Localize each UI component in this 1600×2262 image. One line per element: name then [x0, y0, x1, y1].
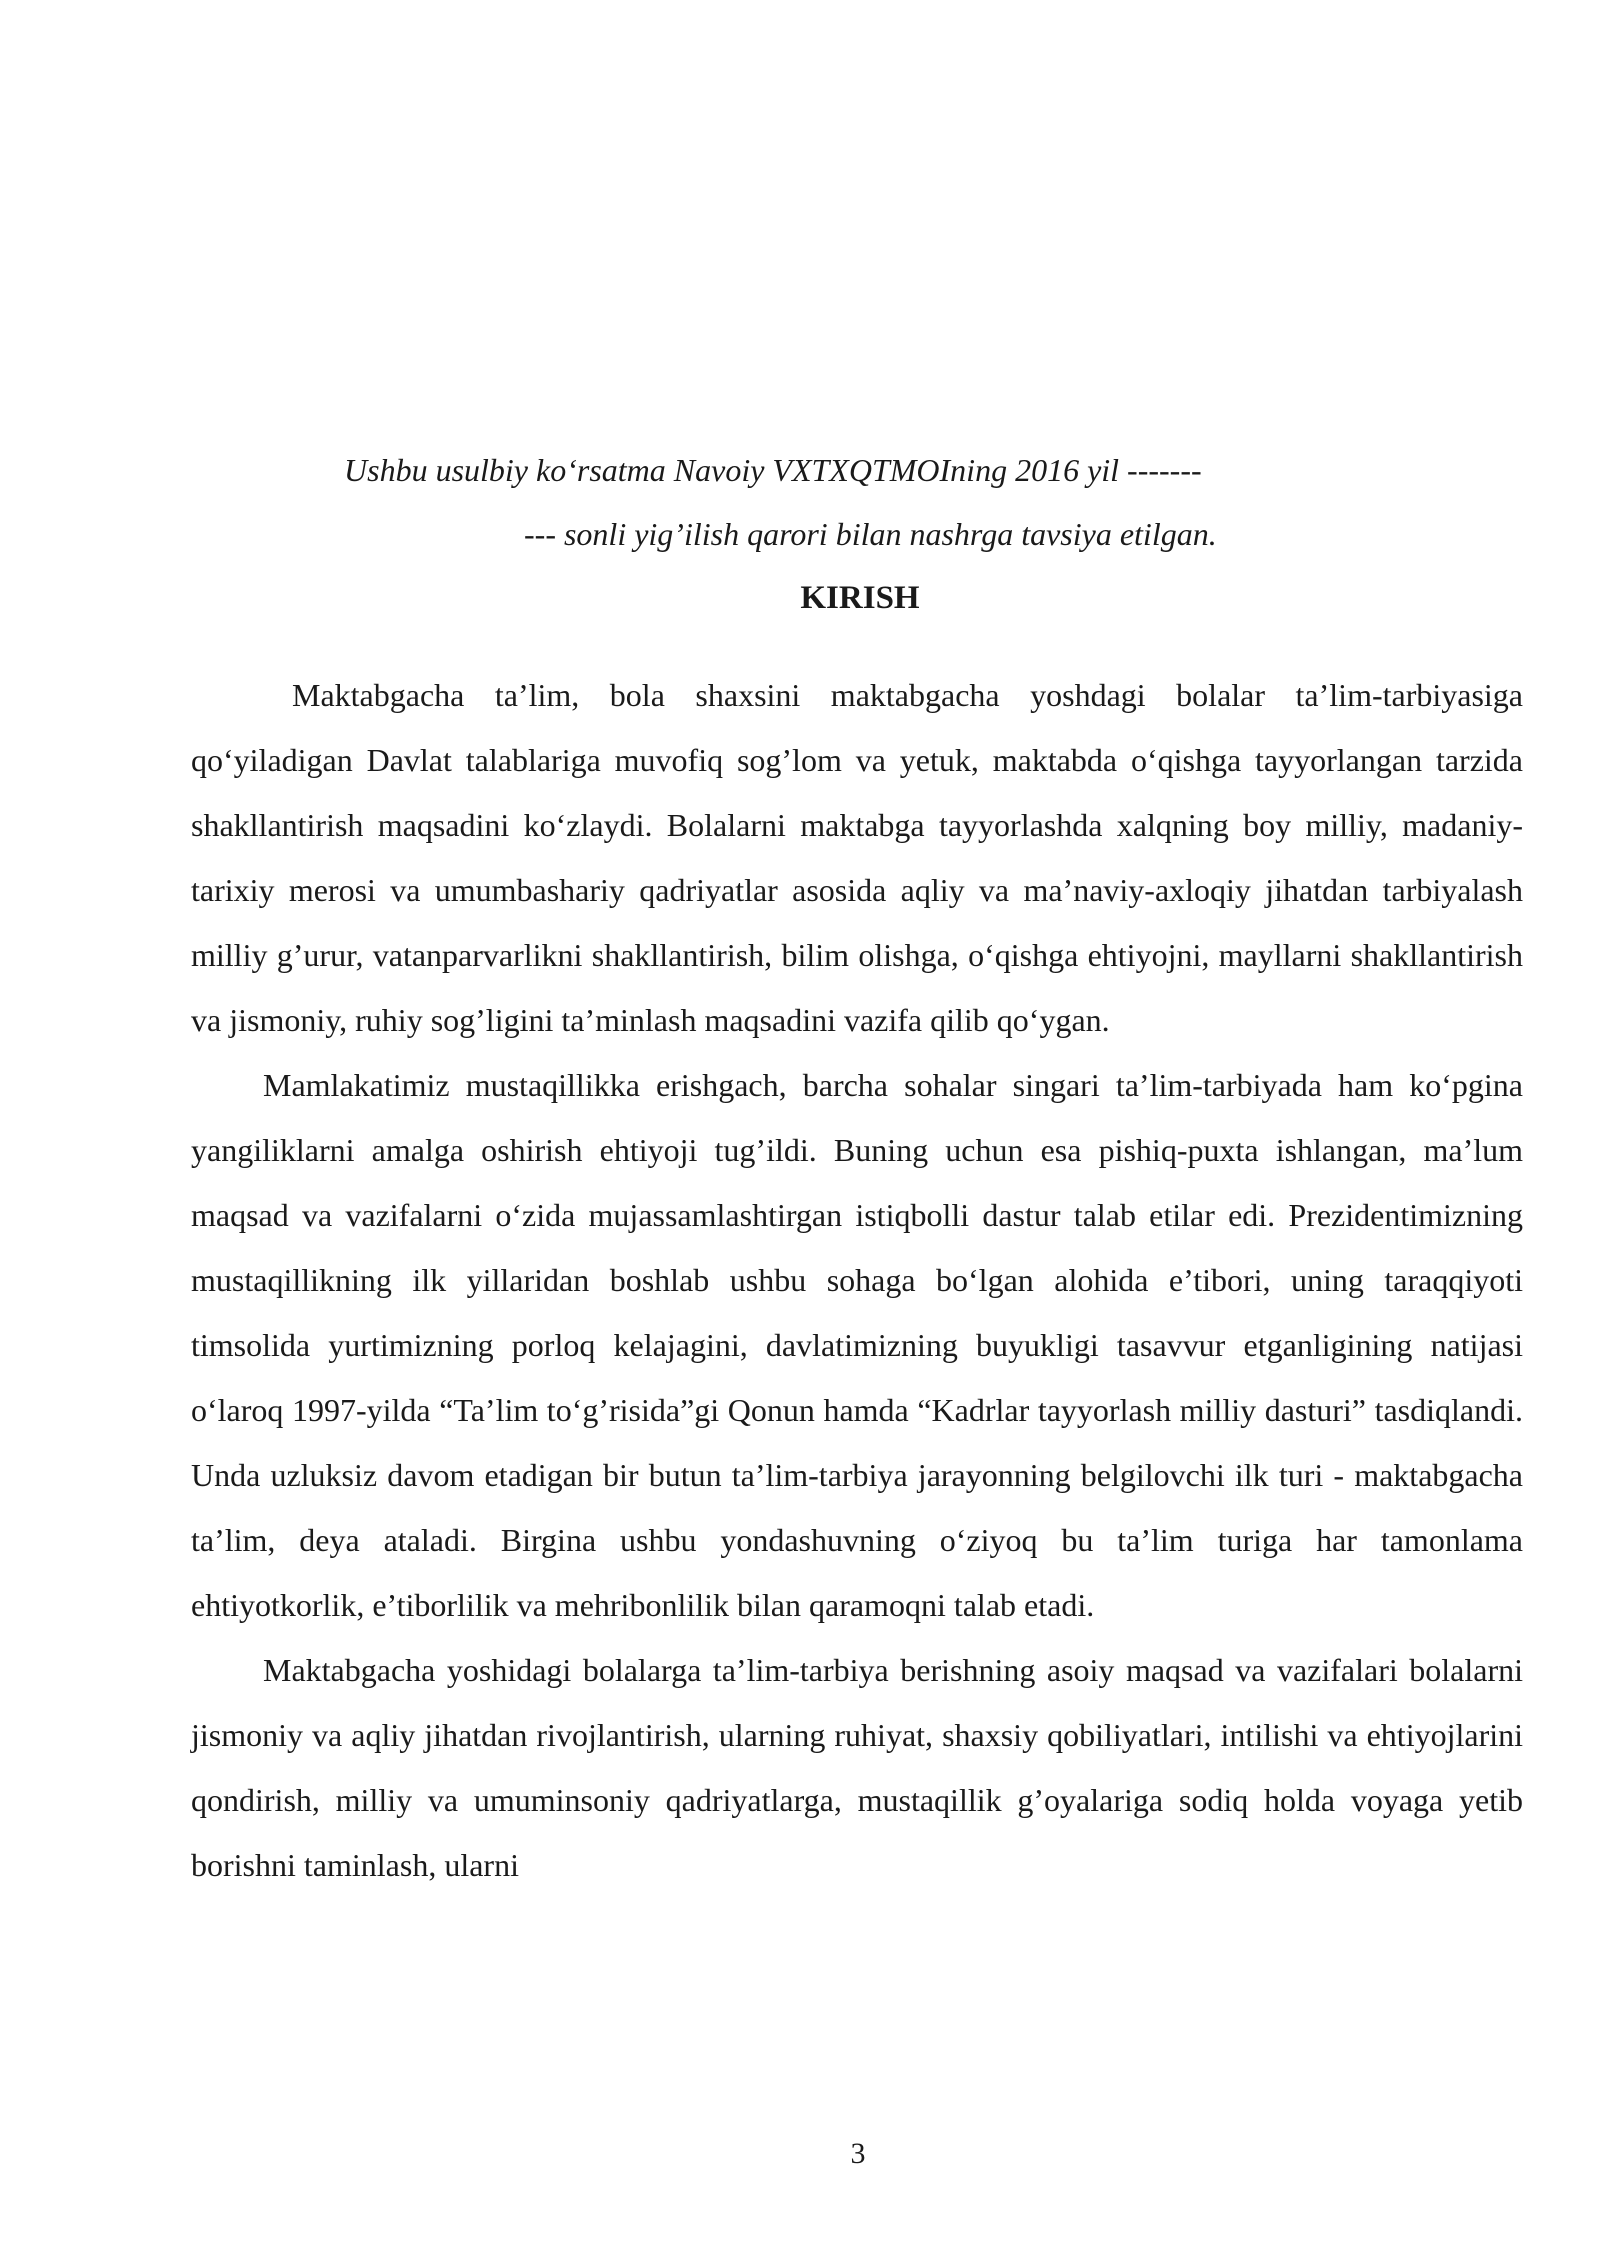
body-text — [191, 663, 1523, 1898]
approval-note-line-1: Ushbu usulbiy ko‘rsatma Navoiy VXTXQTMOIning 2016 yil ------- — [344, 452, 1202, 488]
paragraph-2: Mamlakatimiz mustaqillikka erishgach, barcha sohalar singari ta’lim-tarbiyada ham ko‘pgina yangiliklarni amalga oshirish ehtiyoji tug’ildi. Buning uchun esa pishiq-puxta ishlangan, ma’lum maqsad va vazifalarni o‘zida mujassamlashtirgan istiqbolli dastur talab etilar edi. Prezidentimizning mustaqillikning ilk yillaridan boshlab ushbu sohaga bo‘lgan alohida e’tibori, uning taraqqiyoti timsolida yurtimizning porloq kelajagini, davlatimizning buyukligi tasavvur etganligining natijasi o‘laroq 1997-yilda “Ta’lim to‘g’risida”gi Qonun hamda “Kadrlar tayyorlash milliy dasturi” tasdiqlandi. Unda uzluksiz davom etadigan bir butun ta’lim-tarbiya jarayonning belgilovchi ilk turi - maktabgacha ta’lim, deya ataladi. Birgina ushbu yondashuvning o‘ziyoq bu ta’lim turiga har tamonlama ehtiyotkorlik, e’tiborlilik va mehribonlilik bilan qaramoqni talab etadi. — [191, 1067, 1523, 1623]
paragraph-3: Maktabgacha yoshidagi bolalarga ta’lim-tarbiya berishning asoiy maqsad va vazifalari bolalarni jismoniy va aqliy jihatdan rivojlantirish, ularning ruhiyat, shaxsiy qobiliyatlari, intilishi va ehtiyojlarini qondirish, milliy va umuminsoniy qadriyatlarga, mustaqillik g’oyalariga sodiq holda voyaga yetib borishni taminlash, ularni — [191, 1652, 1523, 1883]
paragraph-1: Maktabgacha ta’lim, bola shaxsini maktabgacha yoshdagi bolalar ta’lim-tarbiyasiga qo‘yiladigan Davlat talablariga muvofiq sog’lom va yetuk, maktabda o‘qishga tayyorlangan tarzida shakllantirish maqsadini ko‘zlaydi. Bolalarni maktabga tayyorlashda xalqning boy milliy, madaniy-tarixiy merosi va umumbashariy qadriyatlar asosida aqliy va ma’naviy-axloqiy jihatdan tarbiyalash milliy g’urur, vatanparvarlikni shakllantirish, bilim olishga, o‘qishga ehtiyojni, mayllarni shakllantirish va jismoniy, ruhiy sog’ligini ta’minlash maqsadini vazifa qilib qo‘ygan. — [191, 677, 1523, 1038]
page-number: 3 — [850, 2137, 866, 2170]
section-heading: KIRISH — [800, 580, 920, 616]
approval-note-line-2: --- sonli yig’ilish qarori bilan nashrga tavsiya etilgan. — [524, 516, 1217, 552]
